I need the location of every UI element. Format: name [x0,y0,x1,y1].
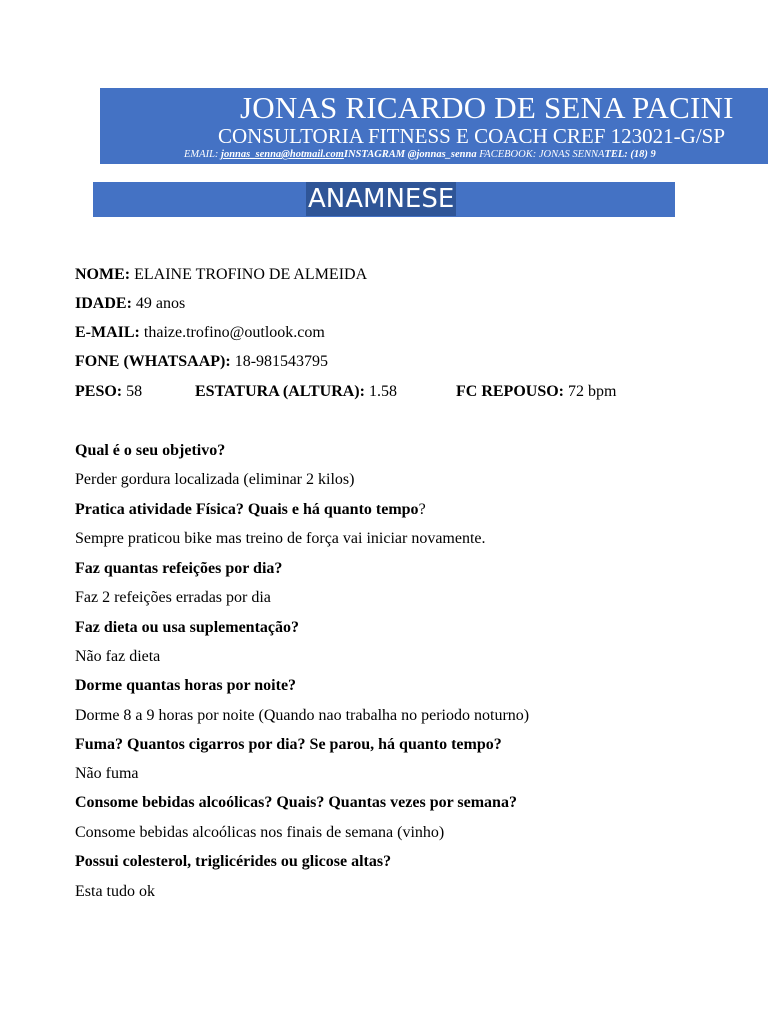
idade-value: 49 anos [131,295,186,312]
answer: Esta tudo ok [75,883,155,900]
estatura-label: ESTATURA (ALTURA): [195,383,365,400]
facebook-handle: FACEBOOK: JONAS SENNA [476,149,605,160]
answer: Não faz dieta [75,648,161,665]
idade-label: IDADE: [75,295,132,312]
question: Possui colesterol, triglicérides ou glicose altas? [75,853,392,870]
field-idade [75,295,185,313]
contact-line [184,149,656,160]
question-mark: ? [418,501,426,518]
field-fone [75,353,328,371]
field-peso [75,383,142,401]
answer: Dorme 8 a 9 horas por noite (Quando nao trabalha no periodo noturno) [75,707,530,724]
fc-value: 72 bpm [564,383,617,400]
question [75,501,426,519]
answer: Não fuma [75,765,139,782]
answer: Perder gordura localizada (eliminar 2 kilos) [75,471,355,488]
fc-label: FC REPOUSO: [456,383,564,400]
field-fc [456,383,616,401]
page-title: ANAMNESE [308,184,455,214]
header-banner [100,88,768,164]
answer: Consome bebidas alcoólicas nos finais de semana (vinho) [75,824,445,841]
trainer-name: JONAS RICARDO DE SENA PACINI [240,90,734,125]
question: Qual é o seu objetivo? [75,442,226,459]
field-estatura [195,383,397,401]
estatura-value: 1.58 [364,383,397,400]
answer: Faz 2 refeições erradas por dia [75,589,271,606]
question: Faz quantas refeições por dia? [75,560,283,577]
trainer-subtitle: CONSULTORIA FITNESS E COACH CREF 123021-G/SP [218,124,726,148]
email-link[interactable]: jonnas_senna@hotmail.com [221,149,344,160]
nome-label: NOME: [75,266,131,283]
nome-value: ELAINE TROFINO DE ALMEIDA [130,266,368,283]
answer: Sempre praticou bike mas treino de força vai iniciar novamente. [75,530,486,547]
peso-value: 58 [122,383,143,400]
field-nome [75,266,367,284]
instagram-handle: INSTAGRAM @jonnas_senna [343,149,477,160]
phone-number: TEL: (18) 9 [604,149,656,160]
question: Dorme quantas horas por noite? [75,677,297,694]
peso-label: PESO: [75,383,123,400]
field-email [75,324,325,342]
email-value: thaize.trofino@outlook.com [139,324,325,341]
email-label: EMAIL: [184,149,222,160]
email-field-label: E-MAIL: [75,324,140,341]
fone-label: FONE (WHATSAAP): [75,353,231,370]
question: Faz dieta ou usa suplementação? [75,619,299,636]
question: Fuma? Quantos cigarros por dia? Se parou, há quanto tempo? [75,736,502,753]
question-text: Pratica atividade Física? Quais e há quanto tempo [75,501,419,518]
fone-value: 18-981543795 [230,353,329,370]
question: Consome bebidas alcoólicas? Quais? Quantas vezes por semana? [75,794,517,811]
